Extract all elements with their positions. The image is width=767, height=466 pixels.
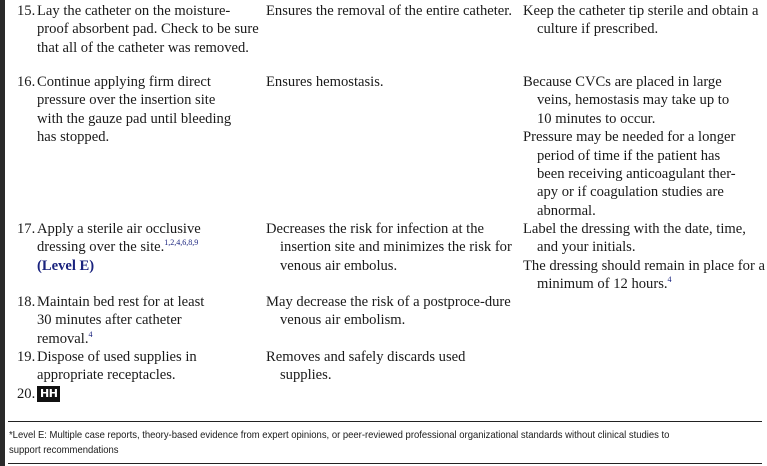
reference-superscript[interactable]: 1,2,4,6,8,9	[164, 238, 199, 248]
step-line: appropriate receptacles.	[37, 367, 176, 384]
step-number: 19.	[17, 349, 36, 365]
rationale-16	[266, 73, 516, 91]
page-edge-bar	[0, 0, 5, 466]
step-line: Continue applying firm direct	[37, 74, 211, 90]
note-text: Label the dressing with the date, time, and your initials.	[523, 221, 746, 256]
footnote-line: support recommendations	[9, 444, 119, 456]
footnote-bottom-rule	[8, 463, 762, 464]
step-line: with the gauze pad until bleeding	[37, 110, 232, 127]
step-text	[37, 348, 259, 385]
evidence-level-link[interactable]: (Level E)	[37, 257, 95, 274]
step-number: 18.	[17, 294, 36, 310]
note-text: The dressing should remain in place for a minimum of 12 hours.	[523, 257, 765, 293]
step-line: has stopped.	[37, 129, 110, 146]
notes-15	[523, 2, 767, 39]
step-line: Apply a sterile air occlusive	[37, 221, 201, 237]
step-text: Lay the catheter on the moisture-proof absorbent pad. Check to be sure that all of the catheter was removed.	[37, 3, 259, 56]
footnote-top-rule	[8, 421, 762, 422]
rationale-17	[266, 220, 516, 275]
step-line: dressing over the site.	[37, 239, 165, 256]
reference-superscript[interactable]: 4	[667, 275, 672, 285]
rationale-text: Decreases the risk for infection at the insertion site and minimizes the risk for venous air embolus.	[266, 221, 512, 274]
step-line: 30 minutes after catheter	[37, 312, 182, 329]
rationale-18	[266, 293, 516, 330]
footnote-line: *Level E: Multiple case reports, theory-based evidence from expert opinions, or peer-reviewed professional organizational standards without clinical studies to	[9, 430, 670, 441]
rationale-text: Ensures hemostasis.	[266, 74, 384, 90]
hand-hygiene-icon: HH	[37, 386, 60, 402]
notes-17	[523, 220, 767, 294]
note-text: Because CVCs are placed in large veins, hemostasis may take up to 10 minutes to occur.	[523, 74, 730, 127]
note-text: Keep the catheter tip sterile and obtain a culture if prescribed.	[523, 3, 759, 38]
step-number: 17.	[17, 221, 36, 237]
step-text	[37, 73, 259, 147]
step-line: pressure over the insertion site	[37, 92, 216, 109]
step-number: 15.	[17, 3, 36, 19]
note-text: Pressure may be needed for a longer period of time if the patient has been receiving anticoagulant ther-apy or if coagulation studies are abnormal.	[523, 129, 736, 219]
step-number: 20.	[17, 386, 36, 402]
reference-superscript[interactable]: 4	[88, 329, 93, 339]
step-line: removal.	[37, 330, 89, 347]
step-number: 16.	[17, 74, 36, 90]
rationale-text: May decrease the risk of a postproce-dure venous air embolism.	[266, 294, 511, 329]
step-line: Maintain bed rest for at least	[37, 294, 205, 310]
step-text	[37, 293, 259, 348]
step-line: Dispose of used supplies in	[37, 349, 197, 365]
rationale-19	[266, 348, 516, 385]
step-text	[37, 220, 259, 275]
rationale-text: Ensures the removal of the entire catheter.	[266, 3, 512, 19]
rationale-text: Removes and safely discards used supplies.	[266, 349, 466, 384]
notes-16	[523, 73, 743, 220]
footnote	[9, 429, 697, 458]
rationale-15	[266, 2, 516, 20]
